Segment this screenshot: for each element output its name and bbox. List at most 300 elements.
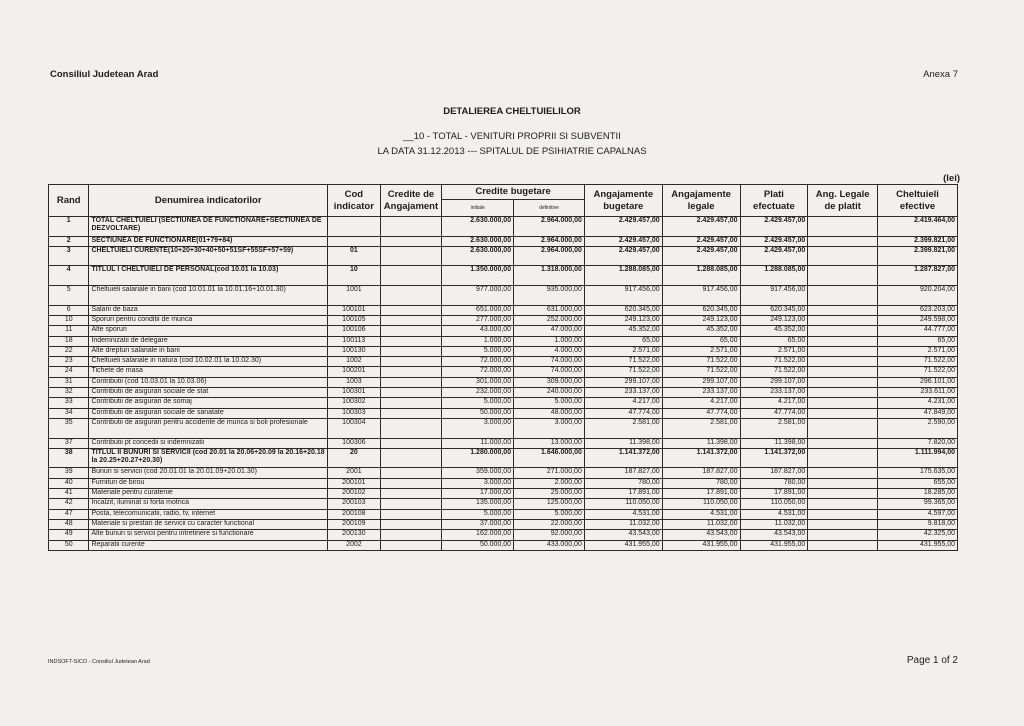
cell-ang-legale-de-platit <box>808 377 878 387</box>
cell-cod: 1002 <box>328 357 381 367</box>
cell-initiale: 301.000,00 <box>442 377 514 387</box>
cell-initiale: 1.280.000,00 <box>442 448 514 468</box>
cell-angajamente-legale: 233.137,00 <box>662 388 740 398</box>
cell-cheltuieli: 2.571,00 <box>878 346 958 356</box>
cell-definitive: 125.000,00 <box>514 499 585 509</box>
cell-credite-angajament <box>380 478 442 488</box>
cell-ang-legale-de-platit <box>808 367 878 377</box>
cell-angajamente-legale: 2.429.457,00 <box>662 246 740 266</box>
cell-cod: 100301 <box>328 388 381 398</box>
cell-denumire: Alte drepturi salariale in bani <box>89 346 328 356</box>
cell-angajamente-legale: 110.050,00 <box>662 499 740 509</box>
cell-angajamente-bugetare: 1.288.085,00 <box>584 266 662 286</box>
cell-rand: 18 <box>49 336 89 346</box>
cell-denumire: Reparatii curente <box>89 540 328 550</box>
cell-angajamente-legale: 65,00 <box>662 336 740 346</box>
cell-rand: 41 <box>49 489 89 499</box>
currency-unit: (lei) <box>943 173 960 184</box>
cell-angajamente-legale: 43.543,00 <box>662 530 740 540</box>
col-header-credite-bugetare: Credite bugetare <box>442 185 585 200</box>
cell-angajamente-bugetare: 4.217,00 <box>584 398 662 408</box>
cell-credite-angajament <box>380 509 442 519</box>
table-row <box>49 286 958 306</box>
cell-plati: 917.456,00 <box>740 286 808 306</box>
cell-credite-angajament <box>380 398 442 408</box>
cell-credite-angajament <box>380 236 442 246</box>
cell-credite-angajament <box>380 489 442 499</box>
cell-initiale: 2.630.000,00 <box>442 246 514 266</box>
cell-angajamente-legale: 2.581,00 <box>662 418 740 438</box>
cell-cheltuieli: 65,00 <box>878 336 958 346</box>
cell-credite-angajament <box>380 448 442 468</box>
cell-cheltuieli: 4.231,00 <box>878 398 958 408</box>
cell-initiale: 11.000,00 <box>442 438 514 448</box>
cell-definitive: 240.000,00 <box>514 388 585 398</box>
cell-rand: 34 <box>49 408 89 418</box>
cell-initiale: 1.000,00 <box>442 336 514 346</box>
cell-rand: 31 <box>49 377 89 387</box>
cell-angajamente-legale: 4.531,00 <box>662 509 740 519</box>
cell-credite-angajament <box>380 408 442 418</box>
table-row <box>49 499 958 509</box>
table-row <box>49 398 958 408</box>
cell-angajamente-bugetare: 4.531,00 <box>584 509 662 519</box>
table-row <box>49 266 958 286</box>
cell-cheltuieli: 4.597,00 <box>878 509 958 519</box>
cell-plati: 233.137,00 <box>740 388 808 398</box>
cell-ang-legale-de-platit <box>808 266 878 286</box>
cell-credite-angajament <box>380 336 442 346</box>
cell-denumire: CHELTUIELI CURENTE(10+20+30+40+50+51SF+55SF+57+59) <box>89 246 328 266</box>
cell-initiale: 50.000,00 <box>442 408 514 418</box>
cell-initiale: 651.000,00 <box>442 305 514 315</box>
cell-cod: 1001 <box>328 286 381 306</box>
cell-rand: 4 <box>49 266 89 286</box>
cell-cod: 2001 <box>328 468 381 478</box>
cell-ang-legale-de-platit <box>808 418 878 438</box>
cell-rand: 3 <box>49 246 89 266</box>
cell-definitive: 2.964.000,00 <box>514 217 585 237</box>
cell-denumire: Indemnizatii de delegare <box>89 336 328 346</box>
cell-plati: 299.107,00 <box>740 377 808 387</box>
cell-ang-legale-de-platit <box>808 305 878 315</box>
table-row <box>49 438 958 448</box>
cell-cod: 100302 <box>328 398 381 408</box>
cell-ang-legale-de-platit <box>808 315 878 325</box>
cell-angajamente-bugetare: 780,00 <box>584 478 662 488</box>
table-row <box>49 478 958 488</box>
expenses-table <box>48 184 958 551</box>
cell-plati: 4.531,00 <box>740 509 808 519</box>
cell-credite-angajament <box>380 286 442 306</box>
cell-definitive: 3.000,00 <box>514 418 585 438</box>
cell-rand: 35 <box>49 418 89 438</box>
cell-rand: 39 <box>49 468 89 478</box>
cell-definitive: 1.646.000,00 <box>514 448 585 468</box>
cell-angajamente-bugetare: 11.032,00 <box>584 519 662 529</box>
cell-denumire: Contributii (cod 10.03.01 la 10.03.06) <box>89 377 328 387</box>
cell-definitive: 92.000,00 <box>514 530 585 540</box>
cell-angajamente-legale: 71.522,00 <box>662 367 740 377</box>
cell-initiale: 37.000,00 <box>442 519 514 529</box>
cell-ang-legale-de-platit <box>808 326 878 336</box>
cell-angajamente-bugetare: 2.571,00 <box>584 346 662 356</box>
cell-initiale: 3.000,00 <box>442 478 514 488</box>
cell-rand: 2 <box>49 236 89 246</box>
cell-rand: 11 <box>49 326 89 336</box>
cell-initiale: 359.000,00 <box>442 468 514 478</box>
cell-definitive: 47.000,00 <box>514 326 585 336</box>
cell-angajamente-bugetare: 187.827,00 <box>584 468 662 478</box>
cell-ang-legale-de-platit <box>808 519 878 529</box>
cell-angajamente-bugetare: 1.141.372,00 <box>584 448 662 468</box>
cell-initiale: 135.000,00 <box>442 499 514 509</box>
cell-cod: 200130 <box>328 530 381 540</box>
cell-cod: 1003 <box>328 377 381 387</box>
cell-denumire: Contributii pt concedii si indemnizatii <box>89 438 328 448</box>
col-header-plati: Plati efectuate <box>740 185 808 217</box>
cell-plati: 2.429.457,00 <box>740 236 808 246</box>
cell-credite-angajament <box>380 357 442 367</box>
col-header-denumire: Denumirea indicatorilor <box>89 185 328 217</box>
cell-rand: 49 <box>49 530 89 540</box>
cell-angajamente-legale: 620.345,00 <box>662 305 740 315</box>
annex-label: Anexa 7 <box>923 69 958 80</box>
cell-credite-angajament <box>380 315 442 325</box>
cell-credite-angajament <box>380 530 442 540</box>
cell-ang-legale-de-platit <box>808 499 878 509</box>
cell-cheltuieli: 7.820,00 <box>878 438 958 448</box>
cell-denumire: Alte sporuri <box>89 326 328 336</box>
cell-plati: 43.543,00 <box>740 530 808 540</box>
cell-angajamente-bugetare: 917.456,00 <box>584 286 662 306</box>
cell-cheltuieli: 9.818,00 <box>878 519 958 529</box>
cell-plati: 780,00 <box>740 478 808 488</box>
organization-name: Consiliul Judetean Arad <box>50 69 159 80</box>
cell-definitive: 309.000,00 <box>514 377 585 387</box>
cell-angajamente-legale: 45.352,00 <box>662 326 740 336</box>
col-header-definitive: definitive <box>514 200 585 217</box>
table-row <box>49 509 958 519</box>
cell-cod: 01 <box>328 246 381 266</box>
cell-denumire: Cheltuieli salariale in bani (cod 10.01.01 la 10.01.16+10.01.30) <box>89 286 328 306</box>
cell-ang-legale-de-platit <box>808 388 878 398</box>
cell-cheltuieli: 1.111.994,00 <box>878 448 958 468</box>
cell-cod: 100106 <box>328 326 381 336</box>
cell-rand: 42 <box>49 499 89 509</box>
cell-rand: 50 <box>49 540 89 550</box>
table-row <box>49 408 958 418</box>
cell-rand: 5 <box>49 286 89 306</box>
cell-denumire: Incalzit, iluminat si forta motrica <box>89 499 328 509</box>
cell-angajamente-bugetare: 71.522,00 <box>584 357 662 367</box>
document-date-line: LA DATA 31.12.2013 --- SPITALUL DE PSIHIATRIE CAPALNAS <box>377 146 647 157</box>
cell-definitive: 252.000,00 <box>514 315 585 325</box>
cell-ang-legale-de-platit <box>808 246 878 266</box>
cell-ang-legale-de-platit <box>808 530 878 540</box>
cell-cheltuieli: 99.365,00 <box>878 499 958 509</box>
cell-rand: 38 <box>49 448 89 468</box>
cell-angajamente-legale: 71.522,00 <box>662 357 740 367</box>
cell-credite-angajament <box>380 326 442 336</box>
cell-angajamente-legale: 431.955,00 <box>662 540 740 550</box>
cell-cod: 200103 <box>328 499 381 509</box>
cell-rand: 47 <box>49 509 89 519</box>
cell-cheltuieli: 2.419.464,00 <box>878 217 958 237</box>
cell-cod: 100304 <box>328 418 381 438</box>
cell-ang-legale-de-platit <box>808 398 878 408</box>
cell-ang-legale-de-platit <box>808 478 878 488</box>
cell-denumire: TOTAL CHELTUIELI (SECTIUNEA DE FUNCTIONARE+SECTIUNEA DE DEZVOLTARE) <box>89 217 328 237</box>
cell-ang-legale-de-platit <box>808 408 878 418</box>
cell-ang-legale-de-platit <box>808 468 878 478</box>
cell-angajamente-legale: 249.123,00 <box>662 315 740 325</box>
cell-denumire: Alte bunuri si servicii pentru intretinere si functionare <box>89 530 328 540</box>
cell-denumire: Contributii de asigurari sociale de sanatate <box>89 408 328 418</box>
cell-definitive: 631.000,00 <box>514 305 585 315</box>
cell-ang-legale-de-platit <box>808 286 878 306</box>
cell-plati: 110.050,00 <box>740 499 808 509</box>
cell-plati: 1.141.372,00 <box>740 448 808 468</box>
cell-initiale: 232.000,00 <box>442 388 514 398</box>
cell-definitive: 271.000,00 <box>514 468 585 478</box>
cell-angajamente-legale: 2.429.457,00 <box>662 217 740 237</box>
cell-initiale: 1.350.000,00 <box>442 266 514 286</box>
cell-cod: 200109 <box>328 519 381 529</box>
cell-initiale: 277.000,00 <box>442 315 514 325</box>
cell-rand: 10 <box>49 315 89 325</box>
cell-angajamente-bugetare: 17.891,00 <box>584 489 662 499</box>
cell-angajamente-legale: 187.827,00 <box>662 468 740 478</box>
cell-cheltuieli: 296.101,00 <box>878 377 958 387</box>
table-row <box>49 346 958 356</box>
cell-rand: 24 <box>49 367 89 377</box>
cell-cheltuieli: 175.635,00 <box>878 468 958 478</box>
cell-plati: 431.955,00 <box>740 540 808 550</box>
cell-angajamente-legale: 1.288.085,00 <box>662 266 740 286</box>
cell-denumire: TITLUL II BUNURI SI SERVICII (cod 20.01 la 20.06+20.09 la 20.16+20.18 la 20.25+20.27+20.30) <box>89 448 328 468</box>
cell-ang-legale-de-platit <box>808 217 878 237</box>
cell-cod <box>328 236 381 246</box>
cell-cod: 200108 <box>328 509 381 519</box>
cell-ang-legale-de-platit <box>808 540 878 550</box>
cell-cod: 2002 <box>328 540 381 550</box>
cell-plati: 187.827,00 <box>740 468 808 478</box>
cell-cod: 100201 <box>328 367 381 377</box>
cell-initiale: 72.000,00 <box>442 357 514 367</box>
cell-angajamente-bugetare: 2.429.457,00 <box>584 246 662 266</box>
cell-rand: 32 <box>49 388 89 398</box>
cell-plati: 1.288.085,00 <box>740 266 808 286</box>
cell-denumire: Tichete de masa <box>89 367 328 377</box>
table-row <box>49 367 958 377</box>
cell-cod: 200101 <box>328 478 381 488</box>
cell-credite-angajament <box>380 217 442 237</box>
cell-definitive: 2.000,00 <box>514 478 585 488</box>
cell-ang-legale-de-platit <box>808 438 878 448</box>
cell-plati: 249.123,00 <box>740 315 808 325</box>
cell-rand: 1 <box>49 217 89 237</box>
cell-ang-legale-de-platit <box>808 357 878 367</box>
cell-cod: 10 <box>328 266 381 286</box>
table-row <box>49 530 958 540</box>
cell-plati: 71.522,00 <box>740 367 808 377</box>
cell-angajamente-legale: 4.217,00 <box>662 398 740 408</box>
cell-initiale: 2.630.000,00 <box>442 236 514 246</box>
col-header-ang-legale-de-platit: Ang. Legale de platit <box>808 185 878 217</box>
cell-cheltuieli: 249.598,00 <box>878 315 958 325</box>
cell-plati: 65,00 <box>740 336 808 346</box>
cell-initiale: 3.000,00 <box>442 418 514 438</box>
cell-ang-legale-de-platit <box>808 336 878 346</box>
cell-definitive: 25.000,00 <box>514 489 585 499</box>
cell-angajamente-legale: 1.141.372,00 <box>662 448 740 468</box>
cell-denumire: TITLUL I CHELTUIELI DE PERSONAL(cod 10.01 la 10.03) <box>89 266 328 286</box>
cell-angajamente-legale: 11.398,00 <box>662 438 740 448</box>
cell-definitive: 74.000,00 <box>514 367 585 377</box>
cell-credite-angajament <box>380 305 442 315</box>
cell-rand: 33 <box>49 398 89 408</box>
cell-cheltuieli: 2.399.821,00 <box>878 246 958 266</box>
col-header-rand: Rand <box>49 185 89 217</box>
cell-denumire: Contributii de asigurari de somaj <box>89 398 328 408</box>
cell-definitive: 935.000,00 <box>514 286 585 306</box>
cell-cheltuieli: 42.325,00 <box>878 530 958 540</box>
cell-credite-angajament <box>380 540 442 550</box>
cell-initiale: 43.000,00 <box>442 326 514 336</box>
cell-angajamente-bugetare: 11.398,00 <box>584 438 662 448</box>
cell-definitive: 13.000,00 <box>514 438 585 448</box>
cell-credite-angajament <box>380 377 442 387</box>
cell-denumire: Contributii de asigurari pentru accidente de munca si boli profesionale <box>89 418 328 438</box>
table-row <box>49 246 958 266</box>
table-row <box>49 326 958 336</box>
table-row <box>49 468 958 478</box>
cell-cheltuieli: 71.522,00 <box>878 367 958 377</box>
document-subtitle: __10 - TOTAL - VENITURI PROPRII SI SUBVENTII <box>403 131 621 142</box>
cell-plati: 2.429.457,00 <box>740 217 808 237</box>
cell-credite-angajament <box>380 418 442 438</box>
cell-cheltuieli: 920.204,00 <box>878 286 958 306</box>
cell-initiale: 2.630.000,00 <box>442 217 514 237</box>
cell-cod: 200102 <box>328 489 381 499</box>
table-row <box>49 336 958 346</box>
cell-plati: 17.891,00 <box>740 489 808 499</box>
cell-cheltuieli: 1.287.827,00 <box>878 266 958 286</box>
cell-plati: 45.352,00 <box>740 326 808 336</box>
cell-ang-legale-de-platit <box>808 236 878 246</box>
cell-definitive: 5.000,00 <box>514 398 585 408</box>
cell-credite-angajament <box>380 519 442 529</box>
cell-initiale: 72.000,00 <box>442 367 514 377</box>
cell-angajamente-legale: 47.774,00 <box>662 408 740 418</box>
cell-plati: 4.217,00 <box>740 398 808 408</box>
cell-plati: 47.774,00 <box>740 408 808 418</box>
table-row <box>49 217 958 237</box>
cell-plati: 2.581,00 <box>740 418 808 438</box>
cell-rand: 23 <box>49 357 89 367</box>
cell-initiale: 5.000,00 <box>442 398 514 408</box>
cell-rand: 22 <box>49 346 89 356</box>
cell-denumire: Bunuri si servicii (cod 20.01.01 la 20.01.09+20.01.30) <box>89 468 328 478</box>
cell-rand: 6 <box>49 305 89 315</box>
cell-plati: 2.429.457,00 <box>740 246 808 266</box>
cell-denumire: Materiale si prestari de servicii cu caracter functional <box>89 519 328 529</box>
cell-cheltuieli: 233.611,00 <box>878 388 958 398</box>
cell-definitive: 2.964.000,00 <box>514 236 585 246</box>
cell-denumire: Posta, telecomunicatii, radio, tv, internet <box>89 509 328 519</box>
cell-cod: 100105 <box>328 315 381 325</box>
cell-plati: 620.345,00 <box>740 305 808 315</box>
cell-cod: 100306 <box>328 438 381 448</box>
cell-angajamente-bugetare: 2.581,00 <box>584 418 662 438</box>
col-header-angajamente-legale: Angajamente legale <box>662 185 740 217</box>
cell-angajamente-bugetare: 2.429.457,00 <box>584 236 662 246</box>
table-row <box>49 236 958 246</box>
cell-angajamente-bugetare: 65,00 <box>584 336 662 346</box>
cell-angajamente-bugetare: 299.107,00 <box>584 377 662 387</box>
cell-angajamente-bugetare: 45.352,00 <box>584 326 662 336</box>
cell-definitive: 22.000,00 <box>514 519 585 529</box>
cell-credite-angajament <box>380 246 442 266</box>
cell-cheltuieli: 44.777,00 <box>878 326 958 336</box>
col-header-cheltuieli: Cheltuieli efective <box>878 185 958 217</box>
cell-plati: 71.522,00 <box>740 357 808 367</box>
cell-cod: 100130 <box>328 346 381 356</box>
cell-angajamente-bugetare: 233.137,00 <box>584 388 662 398</box>
cell-credite-angajament <box>380 388 442 398</box>
cell-initiale: 50.000,00 <box>442 540 514 550</box>
table-row <box>49 388 958 398</box>
cell-initiale: 5.000,00 <box>442 346 514 356</box>
cell-cod: 100101 <box>328 305 381 315</box>
cell-denumire: Materiale pentru curatenie <box>89 489 328 499</box>
cell-definitive: 48.000,00 <box>514 408 585 418</box>
cell-denumire: Sporuri pentru conditii de munca <box>89 315 328 325</box>
cell-cheltuieli: 71.522,00 <box>878 357 958 367</box>
cell-definitive: 1.000,00 <box>514 336 585 346</box>
table-row <box>49 540 958 550</box>
cell-plati: 2.571,00 <box>740 346 808 356</box>
cell-definitive: 4.000,00 <box>514 346 585 356</box>
cell-cheltuieli: 2.399.821,00 <box>878 236 958 246</box>
cell-cheltuieli: 47.849,00 <box>878 408 958 418</box>
cell-angajamente-legale: 299.107,00 <box>662 377 740 387</box>
cell-angajamente-bugetare: 110.050,00 <box>584 499 662 509</box>
cell-credite-angajament <box>380 499 442 509</box>
cell-ang-legale-de-platit <box>808 448 878 468</box>
cell-credite-angajament <box>380 346 442 356</box>
cell-denumire: SECTIUNEA DE FUNCTIONARE(01+79+84) <box>89 236 328 246</box>
table-row <box>49 448 958 468</box>
cell-ang-legale-de-platit <box>808 489 878 499</box>
cell-cod: 100303 <box>328 408 381 418</box>
cell-angajamente-legale: 780,00 <box>662 478 740 488</box>
table-row <box>49 357 958 367</box>
cell-initiale: 17.000,00 <box>442 489 514 499</box>
cell-ang-legale-de-platit <box>808 346 878 356</box>
table-row <box>49 519 958 529</box>
page-number: Page 1 of 2 <box>906 655 958 666</box>
cell-ang-legale-de-platit <box>808 509 878 519</box>
col-header-credite-angajament: Credite de Angajament <box>380 185 442 217</box>
cell-credite-angajament <box>380 367 442 377</box>
cell-denumire: Salarii de baza <box>89 305 328 315</box>
cell-credite-angajament <box>380 468 442 478</box>
cell-initiale: 977.000,00 <box>442 286 514 306</box>
cell-cheltuieli: 431.955,00 <box>878 540 958 550</box>
cell-cheltuieli: 18.285,00 <box>878 489 958 499</box>
